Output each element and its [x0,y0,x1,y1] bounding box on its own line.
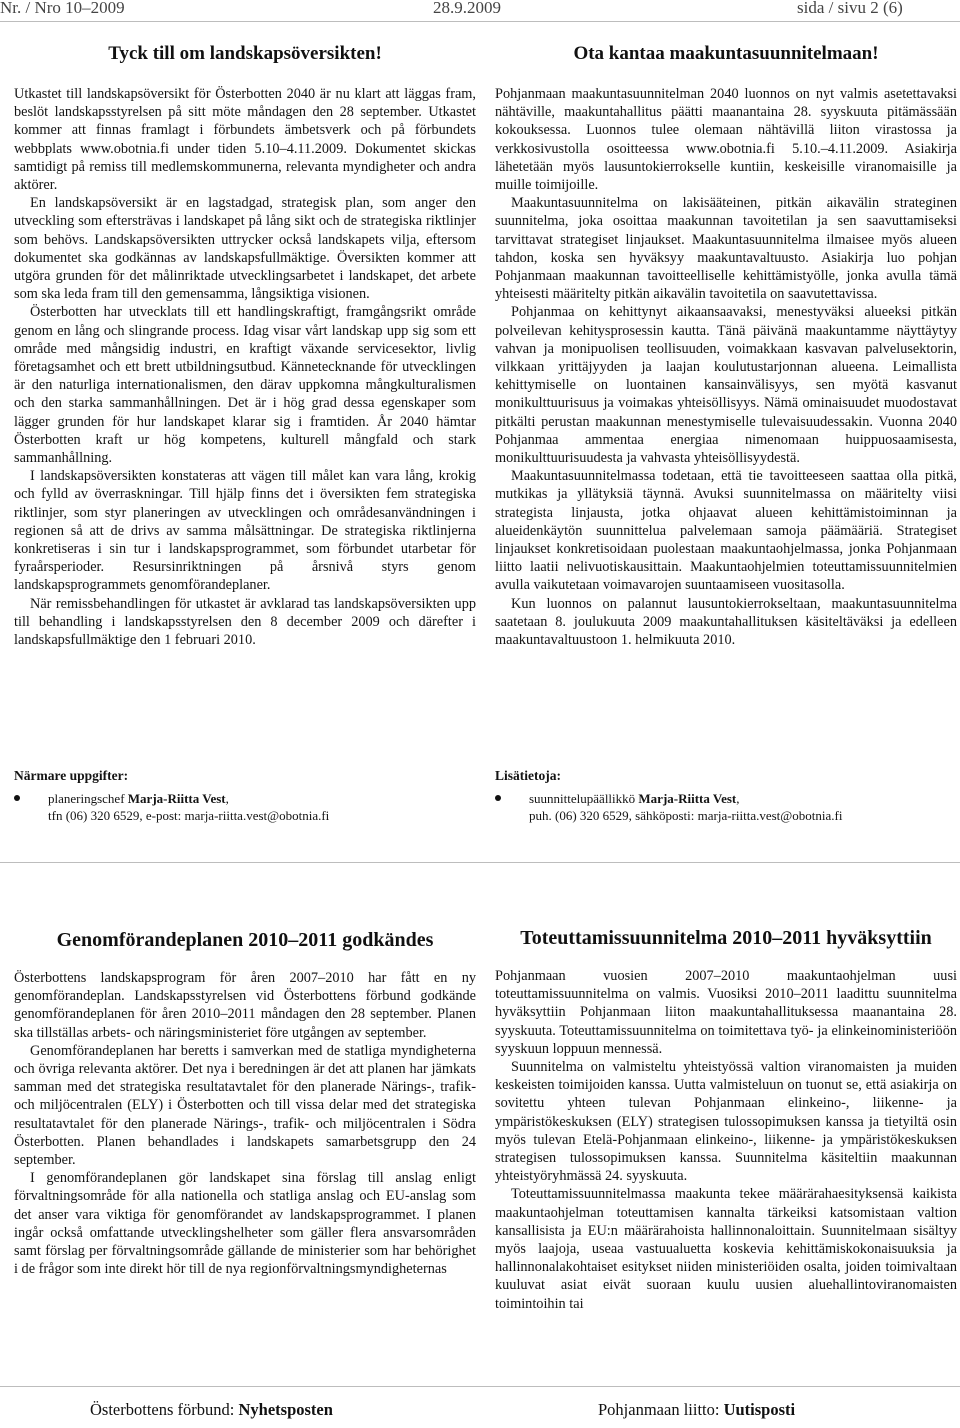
article-paragraph: I genomförandeplanen gör landskapet sina förslag till anslag enligt förvaltningsområde för alla nationella och statliga anslag och EU-anslag som det anser vara viktiga för genomförandet av landskapsprogrammet. I planen ingår också omfattande utvecklingshelheter som gäller flera ansvarsområden samt förslag per förvaltningsområde gällande de ministerier som har behörighet i de frågor som inte direkt hör till de nya regionförvaltningsmyndigheternas [14,1170,476,1278]
article-paragraph: Kun luonnos on palannut lausuntokierrokseltaan, maakuntasuunnitelma saatetaan 8. joulukuuta 2009 maakuntahallituksen käsiteltäväksi ja edelleen maakuntavaltuustoon 1. helmikuuta 2010. [495,595,957,649]
article-title: Tyck till om landskapsöversikten! [108,43,382,64]
header-rule [0,21,960,22]
footer-finnish [598,1400,795,1420]
bullet-icon [495,795,501,801]
article-paragraph: Maakuntasuunnitelmassa todetaan, että tie tavoitteeseen saattaa olla pitkä, mutkikas ja yllätyksiä täynnä. Avuksi suunnitelmassa on määritelty viisi strategista linjausta, jotka ohjaavat alueen kehittämistoiminnan ja alueidenkäytön suunnittelua palvelemaan samoja päämääriä. Strategiset linjaukset konkretisoidaan puolestaan maakuntaohjelmassa, jonka Pohjanmaan liitto laatii nelivuotiskausittain. Maakuntaohjelmien toteuttamissuunnitelmien avulla vaikutetaan voimavarojen suuntaamiseen vuositasolla. [495,468,957,594]
article-paragraph: Utkastet till landskapsöversikt för Österbotten 2040 är nu klart att läggas fram, beslöt landskapsstyrelsen på sitt möte måndagen den 28 september. Utkastet kommer att finnas framlagt i förbundets ämbetsverk och på förbundets webbplats www.obotnia.fi under tiden 5.10–4.11.2009. Dokumentet skickas samtidigt på remiss till medlemskommunerna, relevanta myndigheter och andra aktörer. [14,86,476,194]
contact-name: Marja-Riitta Vest [638,791,737,806]
bullet-icon [14,795,20,801]
article-finnish-plan [495,925,957,1313]
contact-block-swedish [14,768,476,824]
contact-comma: , [225,791,229,806]
article-paragraph: Österbotten har utvecklats till ett handlingskraftigt, framgångsrikt område genom en lång och slingrande process. Idag visar vårt landskap upp sig som ett område med mångsidig industri, en kraftigt växande servicesektor, livlig företagsamhet och ett brett utbildningsutbud. Kännetecknande för utvecklingen är den naturliga internationalismen, den därav uppkomna mångkulturalismen och den starka sammanhållningen. Det är i hög grad dessa egenskaper som lägger grunden för hur landskapet klarar sig i framtiden. År 2040 hämtar Österbotten kraft ur hög kompetens, kulturell mångfald och stark sammanhållning. [14,304,476,467]
contact-name: Marja-Riitta Vest [127,791,226,806]
article-paragraph: Maakuntasuunnitelma on lakisääteinen, pitkän aikavälin strateginen suunnitelma, joka osoittaa maakunnan tavoitetilan ja sen saavuttamiseksi tarvittavat strategiset linjaukset. Maakuntasuunnitelma ilmaisee myös alueen tahdon, koska sen hyväksyy maakuntavaltuusto. Asiakirja luo pohjan Pohjanmaan maakunnan tavoitteelliselle kehittämistyölle, jonka avulla tämä yhteisesti määritelty pitkän aikavälin tavoitetila on saavutettavissa. [495,195,957,303]
page-header [0,0,960,22]
footer-rule [0,1386,960,1387]
contact-role: suunnittelupäällikkö [529,791,639,806]
article-paragraph: Toteuttamissuunnitelmassa maakunta tekee määrärahaesityksensä kaikista maakuntaohjelman toteuttamisen kannalta tärkeiksi katsomistaan valtion kansallisista ja EU:n määrärahoista hallinnonaloittain. Suunnitelmaan sisältyy myös laajoja, useaa vastuualuetta koskevia kehittämiskokonaisuuksia ja hallinnonalakohtaiset esitykset niiden ministeriöiden osalta, joiden toimivaltaan kuuluvat asiat eivät suoraan kuulu uusien aluehallintoviranomaisten toimintoihin tai [495,1186,957,1312]
contact-title: Lisätietoja: [495,768,561,783]
contact-role: planeringschef [48,791,128,806]
article-paragraph: Genomförandeplanen har beretts i samverkan med de statliga myndigheterna och övriga relevanta aktörer. Det nya i beredningen är det att planen har jämkats samman med det strategiska resultatavtalet för den planerade Närings-, trafik- och miljöcentralen (ELY) i Österbotten och till vissa delar med det strategiska resultatavtalet för den planerade Närings-, trafik- och miljöcentralen i Södra Österbotten. Planen behandlades i landskapets samarbetsgrupp den 24 september. [14,1042,476,1169]
contact-block-finnish [495,768,957,824]
footer-org: Pohjanmaan liitto: [598,1400,724,1419]
contact-entry [495,790,957,824]
article-swedish-overview [14,42,476,649]
footer-org: Österbottens förbund: [90,1400,239,1419]
contact-title: Närmare uppgifter: [14,768,129,783]
issue-date: 28.9.2009 [433,0,501,17]
section-rule [0,862,960,863]
article-swedish-plan [14,927,476,1278]
article-title: Toteuttamissuunnitelma 2010–2011 hyväksyttiin [520,927,932,949]
contact-details: tfn (06) 320 6529, e-post: marja-riitta.vest@obotnia.fi [48,808,330,823]
article-paragraph: Pohjanmaan maakuntasuunnitelman 2040 luonnos on nyt valmis asetettavaksi nähtäville, maakuntahallitus päätti maanantaina 28. syyskuuta pitämässään kokouksessa. Luonnos tulee olemaan nähtävillä liiton virastossa ja verkkosivustolla osoitteessa www.obotnia.fi 5.10.–4.11.2009. Asiakirja lähetetään myös lausuntokierrokselle kuntiin, keskeisille viranomaisille ja muille toimijoille. [495,86,957,194]
contact-details: puh. (06) 320 6529, sähköposti: marja-riitta.vest@obotnia.fi [529,808,843,823]
article-paragraph: Pohjanmaa on kehittynyt aikaansaavaksi, menestyväksi alueeksi pitkän polveilevan kehitysprosessin kautta. Tänä päivänä maakuntamme näyttäytyy vahvan ja monipuolisen teollisuuden, voimakkaan kasvavan palvelusektorin, vilkkaan yrittäjyyden ja laajan koulutustarjonnan alueena. Leimallista kehittymiselle on luontainen kansainvälisyys, sen myötä kasvanut monikulttuurisuus ja voimakas yhteisöllisyys. Nämä ominaisuudet muodostavat pitkälti perustan maakunnan menestymiselle tulevaisuudessakin. Vuonna 2040 Pohjanmaa ammentaa energiaa nimenomaan huippuosaamisesta, monikulttuurisuudesta ja vahvasta yhteisöllisyydestä. [495,304,957,467]
article-finnish-overview [495,42,957,649]
article-paragraph: När remissbehandlingen för utkastet är avklarad tas landskapsöversikten upp till behandling i landskapsstyrelsen den 8 december 2009 och därefter i landskapsfullmäktige den 1 februari 2010. [14,595,476,649]
article-paragraph: Suunnitelma on valmisteltu yhteistyössä valtion viranomaisten ja muiden keskeisten toimijoiden kanssa. Uutta valmisteluun on tuonut se, että asiakirja on sovitettu yhteen tulevan Pohjanmaan elinkeino-, liikenne- ja ympäristökeskuksen (ELY) strategisen tulossopimuksen kanssa ja tietyiltä osin myös tulevan Etelä-Pohjanmaan elinkeino-, liikenne- ja ympäristökeskuksen strategisen tulossopimuksen kanssa. Suunnitelma käsiteltiin maakunnan yhteistyöryhmässä 24. syyskuuta. [495,1059,957,1185]
contact-entry [14,790,476,824]
article-paragraph: En landskapsöversikt är en lagstadgad, strategisk plan, som anger den utveckling som eftersträvas i landskapet på lång sikt och de strategiska riktlinjer som behövs. Landskapsöversikten uttrycker också landskapets vilja, eftersom dokumentet ska godkännas av landskapsfullmäktige. Översikten kommer att utgöra grunden för det målinriktade utvecklingsarbetet i landskapet, det arbete som ska leda fram till den gemensamma, långsiktiga visionen. [14,195,476,303]
contact-comma: , [736,791,740,806]
article-paragraph: I landskapsöversikten konstateras att vägen till målet kan vara lång, krokig och fylld av överraskningar. Till hjälp finns det i översikten fem strategiska riktlinjer, som styr planeringen av utvecklingen och områdesanvändningen i regionen så att de drivs av samma målsättningar. De strategiska riktlinjerna konkretiseras i sin tur i landskapsprogrammet, som förbundet utarbetar för fyraårsperioder. Resursinriktningen på årsnivå styrs genom landskapsprogrammets genomförandeplaner. [14,468,476,594]
article-title: Ota kantaa maakuntasuunnitelmaan! [573,43,879,64]
article-title: Genomförandeplanen 2010–2011 godkändes [56,929,434,951]
footer-newsletter-name: Uutisposti [723,1400,796,1419]
issue-number: Nr. / Nro 10–2009 [0,0,125,17]
footer-swedish [90,1400,333,1420]
article-paragraph: Österbottens landskapsprogram för åren 2007–2010 har fått en ny genomförandeplan. Landskapsstyrelsen vid Österbottens förbund godkände genomförandeplanen för åren 2010–2011 måndagen den 28 september. Planen ska tillställas arbets- och näringsministeriet före utgången av september. [14,970,476,1041]
article-paragraph: Pohjanmaan vuosien 2007–2010 maakuntaohjelman uusi toteuttamissuunnitelma on valmis. Vuosiksi 2010–2011 laadittu suunnitelma hyväksyttiin Pohjanmaan liiton maakuntahallituksessa maanantaina 28. syyskuuta. Toteuttamissuunnitelma on toimitettava työ- ja elinkeinoministeriöön syyskuun loppuun mennessä. [495,968,957,1057]
footer-newsletter-name: Nyhetsposten [238,1400,333,1419]
page-number: sida / sivu 2 (6) [797,0,903,17]
